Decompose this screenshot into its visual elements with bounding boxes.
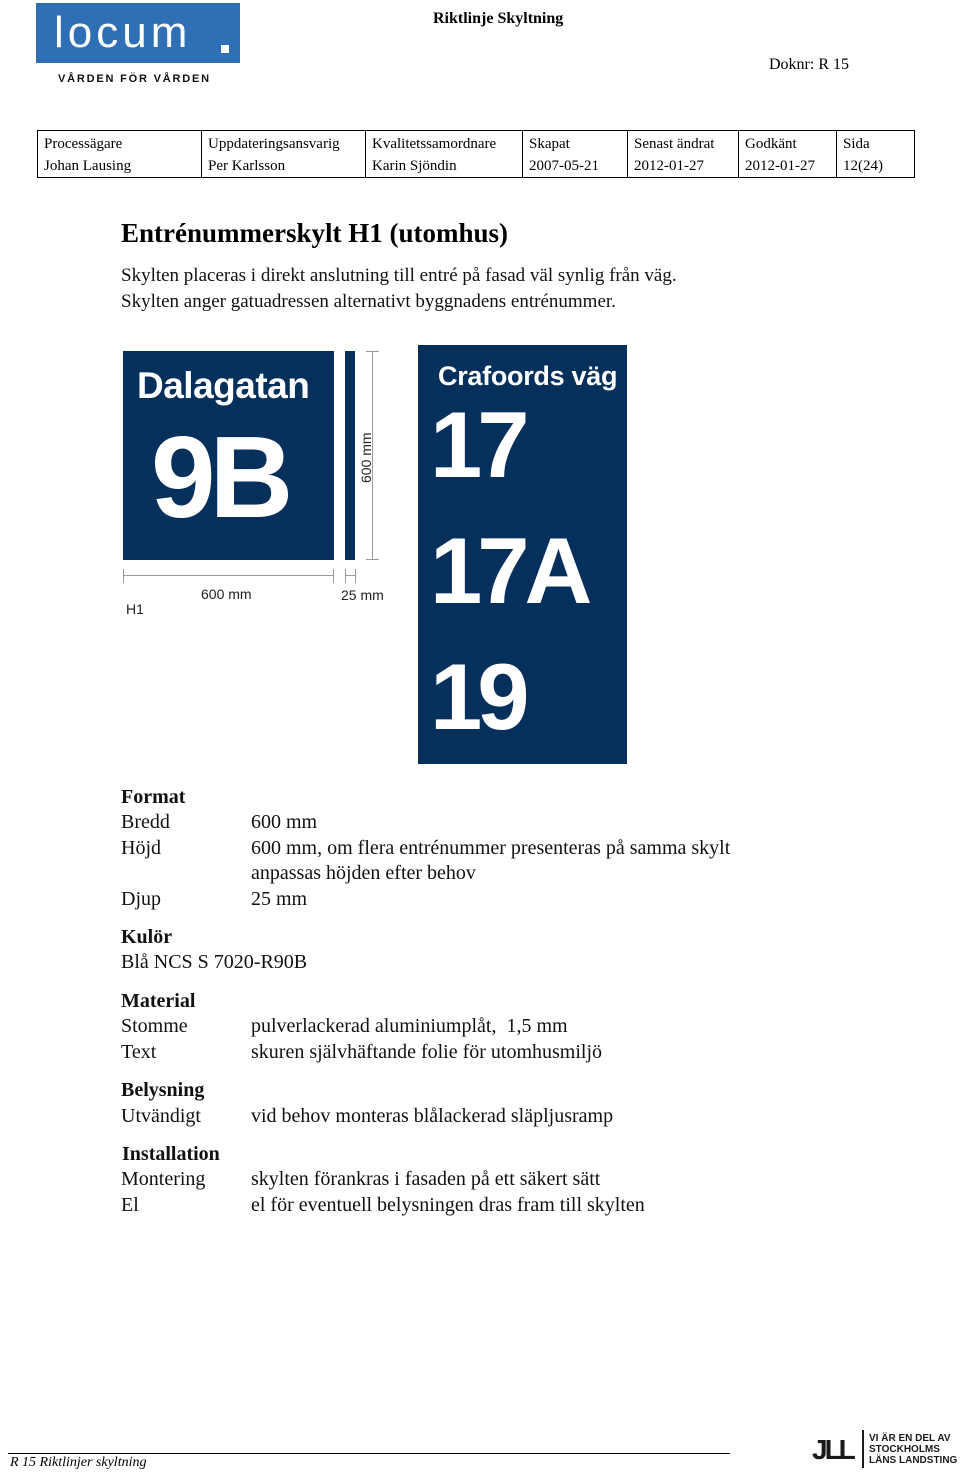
meta-label: Sida xyxy=(843,136,870,152)
landsting-logo-line: STOCKHOLMS xyxy=(869,1444,940,1455)
spec-label-montering: Montering xyxy=(121,1168,206,1190)
height-dimension-tick xyxy=(366,351,379,352)
section-intro xyxy=(121,263,677,315)
landsting-logo-line: VI ÄR EN DEL AV xyxy=(869,1433,951,1444)
document-number: Doknr: R 15 xyxy=(769,56,849,73)
meta-cell-kvalitetssamordnare xyxy=(366,131,523,178)
meta-cell-uppdateringsansvarig xyxy=(202,131,366,178)
meta-value: 2012-01-27 xyxy=(634,158,704,174)
document-title: Riktlinje Skyltning xyxy=(433,10,564,27)
meta-value: 2012-01-27 xyxy=(745,158,815,174)
spec-heading-material: Material xyxy=(121,990,196,1012)
meta-cell-senast-andrat xyxy=(628,131,739,178)
logo-dot xyxy=(221,45,229,53)
spec-heading-kulor: Kulör xyxy=(121,926,173,948)
spec-label-el: El xyxy=(121,1194,139,1216)
locum-logo: locum xyxy=(36,3,240,63)
section-title: Entrénummerskylt H1 (utomhus) xyxy=(121,218,509,248)
spec-value-el: el för eventuell belysningen dras fram till skylten xyxy=(251,1194,645,1216)
document-meta-table xyxy=(37,130,915,178)
depth-dimension-tick xyxy=(355,569,356,583)
spec-label-hojd: Höjd xyxy=(121,837,161,859)
meta-value: 2007-05-21 xyxy=(529,158,599,174)
meta-cell-sida xyxy=(837,131,915,178)
height-dimension-tick xyxy=(366,559,379,560)
meta-cell-godkant xyxy=(739,131,837,178)
meta-cell-skapat xyxy=(523,131,628,178)
meta-value: Karin Sjöndin xyxy=(372,158,457,174)
sign-type-label: H1 xyxy=(126,601,144,617)
sign-street-name: Crafoords väg xyxy=(438,361,618,391)
footer-divider xyxy=(8,1453,730,1454)
logo-tagline: VÅRDEN FÖR VÅRDEN xyxy=(58,73,211,85)
depth-dimension-tick xyxy=(345,569,346,583)
meta-label: Godkänt xyxy=(745,136,797,152)
spec-label-bredd: Bredd xyxy=(121,811,170,833)
spec-value-bredd: 600 mm xyxy=(251,811,318,833)
sign-h1-illustration xyxy=(123,351,334,560)
sign-depth-profile xyxy=(345,351,355,560)
meta-value: Per Karlsson xyxy=(208,158,286,174)
spec-heading-installation: Installation xyxy=(122,1143,220,1165)
sign-entry-number: 17 xyxy=(430,392,525,497)
landsting-logo-line: LÄNS LANDSTING xyxy=(869,1455,958,1466)
spec-label-utvandigt: Utvändigt xyxy=(121,1105,201,1127)
spec-value-hojd-line2: anpassas höjden efter behov xyxy=(251,862,476,884)
width-dimension-tick xyxy=(333,569,334,583)
depth-dimension-line xyxy=(345,575,355,576)
width-dimension-tick xyxy=(123,569,124,583)
sign-entry-number: 9B xyxy=(151,412,288,542)
meta-label: Senast ändrat xyxy=(634,136,715,152)
meta-value: Johan Lausing xyxy=(44,158,132,174)
meta-value: 12(24) xyxy=(843,158,883,174)
meta-label: Uppdateringsansvarig xyxy=(208,136,340,152)
spec-value-text: skuren självhäftande folie för utomhusmiljö xyxy=(251,1041,603,1063)
landsting-logo-text xyxy=(869,1433,957,1466)
sign-entry-number: 19 xyxy=(430,644,525,749)
spec-value-montering: skylten förankras i fasaden på ett säkert sätt xyxy=(251,1168,601,1190)
spec-label-stomme: Stomme xyxy=(121,1015,188,1037)
spec-value-kulor: Blå NCS S 7020-R90B xyxy=(121,951,308,973)
spec-value-stomme: pulverlackerad aluminiumplåt, 1,5 mm xyxy=(251,1015,568,1037)
landsting-logo-mark: JLL xyxy=(812,1434,853,1465)
spec-heading-belysning: Belysning xyxy=(121,1079,205,1101)
width-dimension-line xyxy=(123,575,334,576)
landsting-logo-divider xyxy=(862,1430,864,1468)
meta-label: Kvalitetssamordnare xyxy=(372,136,497,152)
intro-line-2: Skylten anger gatuadressen alternativt byggnadens entrénummer. xyxy=(121,291,616,312)
sign-multi-number-illustration xyxy=(418,345,627,764)
intro-line-1: Skylten placeras i direkt anslutning till entré på fasad väl synlig från väg. xyxy=(121,265,677,286)
spec-value-djup: 25 mm xyxy=(251,888,308,910)
spec-value-hojd-line1: 600 mm, om flera entrénummer presenteras på samma skylt xyxy=(251,837,731,859)
spec-label-text: Text xyxy=(121,1041,157,1063)
meta-label: Skapat xyxy=(529,136,570,152)
height-dimension-label: 600 mm xyxy=(358,432,374,483)
sign-street-name: Dalagatan xyxy=(137,365,310,406)
sign-entry-number: 17A xyxy=(430,518,588,623)
meta-cell-processagare xyxy=(38,131,202,178)
depth-dimension-label: 25 mm xyxy=(341,587,384,603)
meta-label: Processägare xyxy=(44,136,123,152)
width-dimension-label: 600 mm xyxy=(201,586,252,602)
spec-label-djup: Djup xyxy=(121,888,161,910)
footer-text: R 15 Riktlinjer skyltning xyxy=(10,1455,147,1470)
spec-value-utvandigt: vid behov monteras blålackerad släpljusramp xyxy=(251,1105,614,1127)
spec-heading-format: Format xyxy=(121,786,186,808)
